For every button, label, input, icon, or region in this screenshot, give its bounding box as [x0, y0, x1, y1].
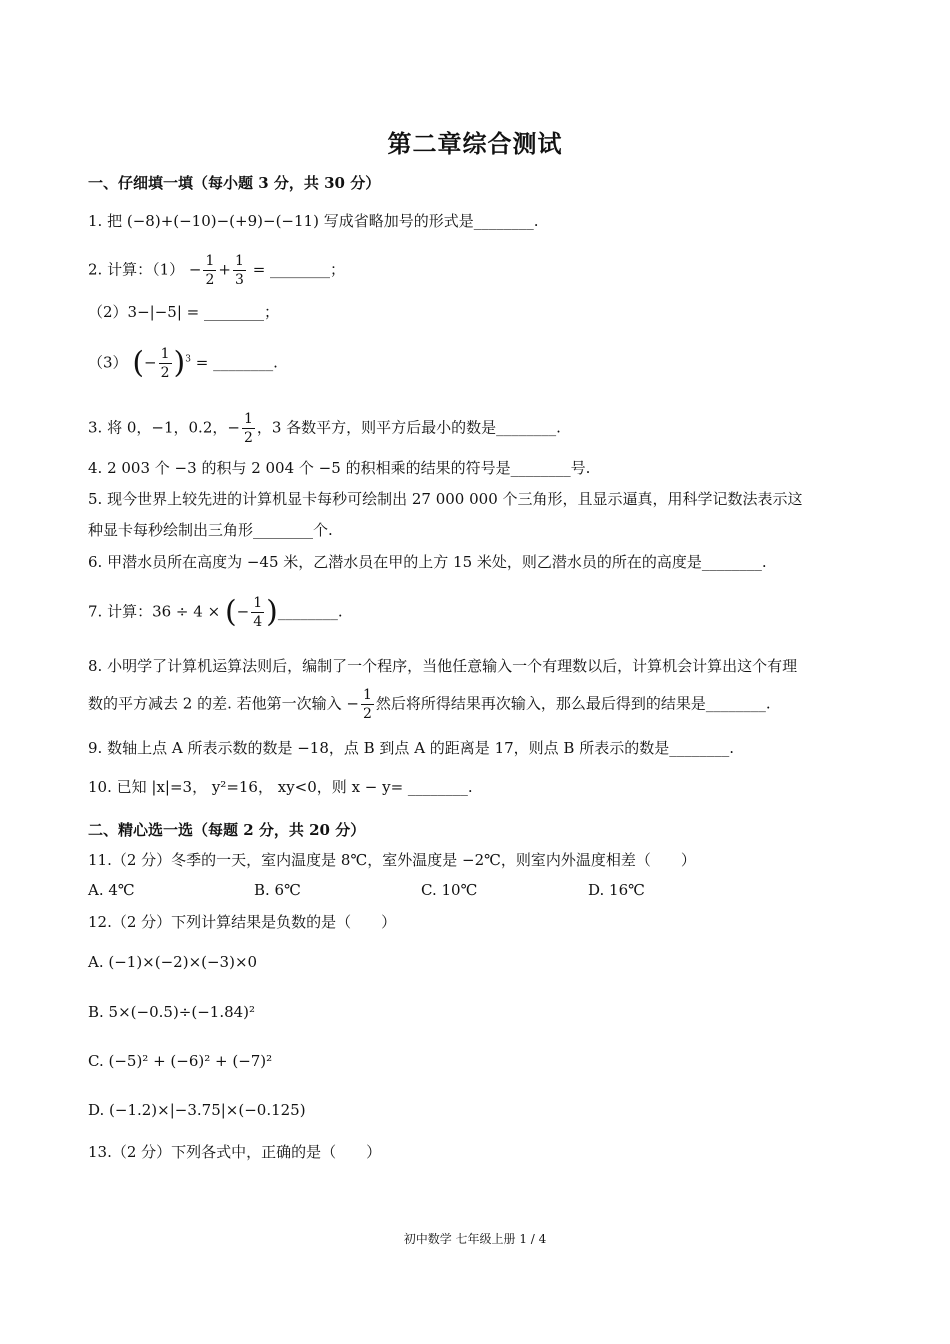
section-heading-2: 二、精心选一选（每题 2 分，共 20 分）: [88, 821, 366, 839]
question-7: 7. 计算：36 ÷ 4 × (− $\frac{1}{4}$ )________.: [88, 594, 343, 630]
q3-suffix: ，3 各数平方，则平方后最小的数是________.: [256, 418, 561, 437]
page-title: 第二章综合测试: [387, 129, 563, 158]
question-8-line-1: 8. 小明学了计算机运算法则后，编制了一个程序，当他任意输入一个有理数以后，计算机会计算出这个有理: [88, 657, 798, 675]
q1-expression: (−8)+(−10)−(+9)−(−11): [126, 212, 319, 230]
question-5-line-2: 种显卡每秒绘制出三角形________个.: [88, 521, 333, 539]
question-9: 9. 数轴上点 A 所表示数的数是 −18，点 B 到点 A 的距离是 17，则点 B 所表示的数是________.: [88, 739, 734, 757]
q11-option-d: D. 16℃: [588, 881, 645, 899]
q11-option-c: C. 10℃: [421, 881, 478, 899]
question-4: 4. 2 003 个 −3 的积与 2 004 个 −5 的积相乘的结果的符号是________号.: [88, 459, 591, 477]
question-10: 10. 已知 |x|=3， y²=16， xy<0，则 x − y= ________.: [88, 778, 473, 796]
q1-prefix: 1. 把: [88, 212, 123, 230]
q2-exponent: 3: [185, 354, 191, 365]
question-8-line-2: [88, 686, 771, 723]
question-2-part-1: 2. 计算：（1） − $\frac{1}{2}$ + $\frac{1}{3}$ = ________；: [88, 253, 346, 288]
q1-suffix: 写成省略加号的形式是________.: [323, 212, 539, 230]
question-11: 11.（2 分）冬季的一天，室内温度是 8℃，室外温度是 −2℃，则室内外温度相差（ ）: [88, 851, 696, 869]
q8-prefix: 数的平方减去 2 的差. 若他第一次输入 −: [88, 694, 359, 713]
q2-fraction-c: $\frac{1}{2}$: [160, 346, 170, 381]
q3-prefix: 3. 将 0，−1，0.2，: [88, 418, 228, 437]
q8-suffix: 然后将所得结果再次输入，那么最后得到的结果是________.: [375, 694, 771, 713]
question-3: 3. 将 0，−1，0.2，− $\frac{1}{2}$ ，3 各数平方，则平方后最小的数是________.: [88, 411, 561, 446]
q2-prefix: 2. 计算：（1）: [88, 260, 185, 279]
q2-part3-prefix: （3）: [88, 353, 128, 372]
section-heading-1: 一、仔细填一填（每小题 3 分，共 30 分）: [88, 174, 381, 192]
q12-option-b: B. 5×(−0.5)÷(−1.84)²: [88, 1003, 256, 1021]
q8-fraction: $\frac{1}{2}$: [362, 687, 372, 722]
q2-part3-suffix: = ________.: [195, 353, 278, 372]
q7-prefix: 7. 计算：36 ÷ 4 ×: [88, 602, 221, 621]
question-2-part-2: （2）3−|−5| = ________；: [88, 303, 279, 321]
question-5-line-1: 5. 现今世界上较先进的计算机显卡每秒可绘制出 27 000 000 个三角形，且显示逼真，用科学记数法表示这: [88, 490, 803, 508]
q7-suffix: ________.: [277, 602, 343, 621]
q12-option-a: A. (−1)×(−2)×(−3)×0: [88, 953, 258, 971]
question-6: 6. 甲潜水员所在高度为 −45 米，乙潜水员在甲的上方 15 米处，则乙潜水员的所在的高度是________.: [88, 553, 767, 571]
question-13: 13.（2 分）下列各式中，正确的是（ ）: [88, 1143, 382, 1161]
q2-fraction-a: $\frac{1}{2}$: [205, 253, 215, 288]
q11-option-a: A. 4℃: [88, 881, 135, 899]
page-footer: 初中数学 七年级上册 1 / 4: [403, 1232, 547, 1246]
question-1: [88, 211, 539, 231]
q3-fraction: $\frac{1}{2}$: [243, 411, 253, 446]
q12-option-c: C. (−5)² + (−6)² + (−7)²: [88, 1052, 273, 1070]
question-2-part-3: （3） (− $\frac{1}{2}$ )$^3$ = ________.: [88, 345, 278, 381]
q11-option-b: B. 6℃: [254, 881, 301, 899]
q2-fraction-b: $\frac{1}{3}$: [234, 253, 244, 288]
q12-option-d: D. (−1.2)×|−3.75|×(−0.125): [88, 1101, 306, 1119]
question-12: 12.（2 分）下列计算结果是负数的是（ ）: [88, 913, 397, 931]
q2-suffix: = ________；: [252, 260, 346, 279]
q7-fraction: $\frac{1}{4}$: [253, 595, 263, 630]
